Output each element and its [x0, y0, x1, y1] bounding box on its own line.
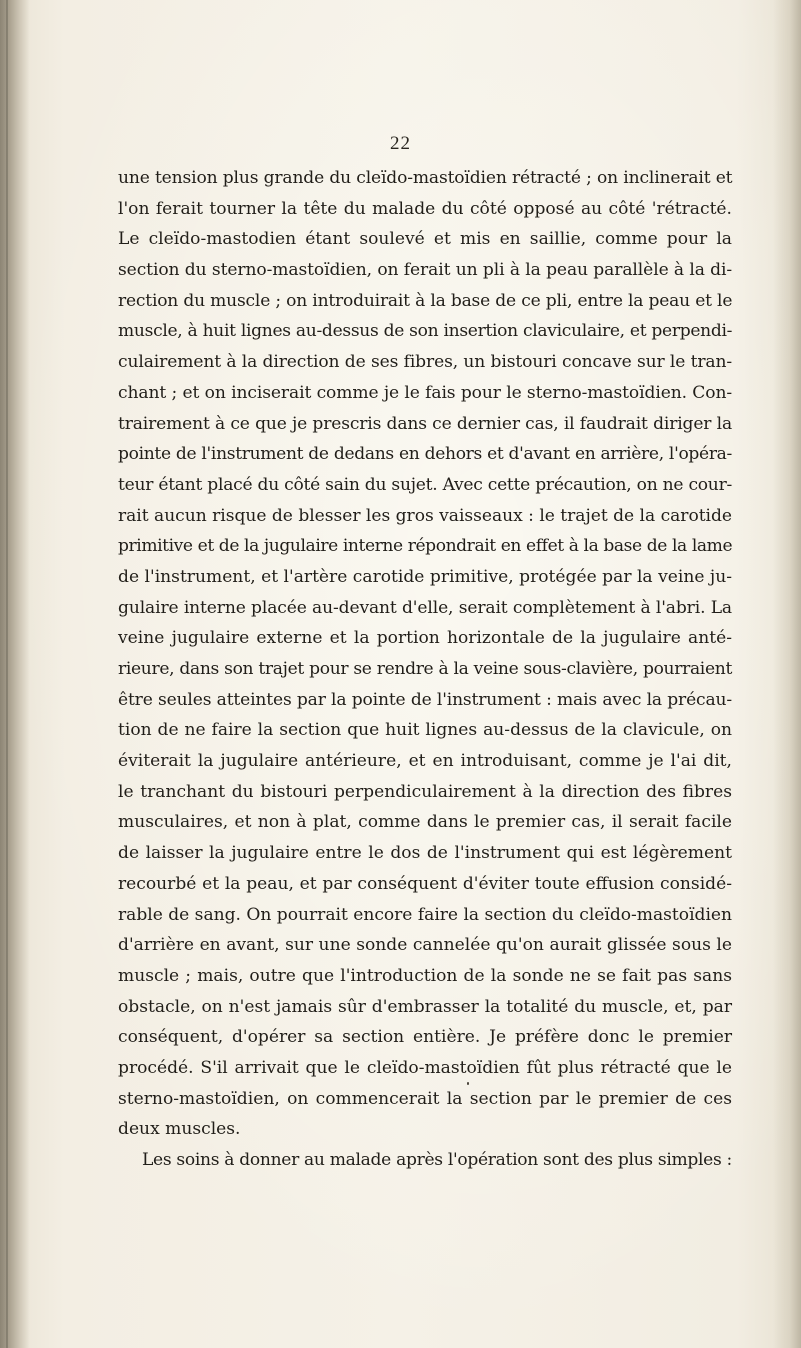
text-line: deux muscles. — [118, 1119, 241, 1140]
text-line: conséquent, d'opérer sa section entière. Je préfère donc le premier — [118, 1027, 732, 1048]
ink-speck — [467, 1082, 469, 1085]
text-line: teur étant placé du côté sain du sujet. Avec cette précaution, on ne cour- — [118, 474, 732, 495]
text-line: l'on ferait tourner la tête du malade du côté opposé au côté 'rétracté. — [118, 198, 732, 219]
page-edge — [773, 0, 801, 1348]
text-line: rieure, dans son trajet pour se rendre à la veine sous-clavière, pourraient — [118, 659, 732, 679]
text-line: éviterait la jugulaire antérieure, et en introduisant, comme je l'ai dit, — [118, 751, 732, 772]
text-line: d'arrière en avant, sur une sonde cannelée qu'on aurait glissée sous le — [118, 935, 732, 956]
text-line: musculaires, et non à plat, comme dans le premier cas, il serait facile — [118, 812, 732, 833]
text-line: muscle ; mais, outre que l'introduction de la sonde ne se fait pas sans — [118, 965, 732, 986]
text-line: être seules atteintes par la pointe de l'instrument : mais avec la précau- — [118, 689, 732, 710]
text-line: sterno-mastoïdien, on commencerait la section par le premier de ces — [118, 1088, 732, 1109]
text-line: une tension plus grande du cleïdo-mastoïdien rétracté ; on inclinerait et — [118, 168, 733, 188]
text-line: rable de sang. On pourrait encore faire la section du cleïdo-mastoïdien — [118, 904, 732, 925]
text-line: pointe de l'instrument de dedans en dehors et d'avant en arrière, l'opéra- — [118, 444, 732, 465]
text-line: le tranchant du bistouri perpendiculairement à la direction des fibres — [118, 781, 732, 802]
text-line: Le cleïdo-mastodien étant soulevé et mis en saillie, comme pour la — [118, 229, 732, 250]
text-line: section du sterno-mastoïdien, on ferait un pli à la peau parallèle à la di- — [118, 260, 733, 281]
text-line: obstacle, on n'est jamais sûr d'embrasser la totalité du muscle, et, par — [118, 996, 732, 1017]
text-line: chant ; et on inciserait comme je le fais pour le sterno-mastoïdien. Con- — [118, 382, 733, 403]
text-line: rection du muscle ; on introduirait à la base de ce pli, entre la peau et le — [118, 290, 733, 311]
text-line: de l'instrument, et l'artère carotide primitive, protégée par la veine ju- — [118, 566, 732, 587]
text-line: rait aucun risque de blesser les gros vaisseaux : le trajet de la carotide — [118, 505, 732, 526]
binding-gutter — [0, 0, 30, 1348]
text-line: recourbé et la peau, et par conséquent d'éviter toute effusion considé- — [118, 873, 732, 894]
text-line: Les soins à donner au malade après l'opération sont des plus simples : — [142, 1150, 732, 1170]
text-line: de laisser la jugulaire entre le dos de l'instrument qui est légèrement — [118, 843, 732, 864]
text-line: culairement à la direction de ses fibres, un bistouri concave sur le tran- — [118, 352, 733, 373]
text-line: gulaire interne placée au-devant d'elle, serait complètement à l'abri. La — [118, 597, 732, 618]
text-line: primitive et de la jugulaire interne répondrait en effet à la base de la lame — [118, 536, 733, 557]
text-line: tion de ne faire la section que huit lignes au-dessus de la clavicule, on — [118, 720, 732, 741]
page-number: 22 — [390, 133, 411, 154]
text-line: procédé. S'il arrivait que le cleïdo-mastoïdien fût plus rétracté que le — [118, 1057, 732, 1078]
text-line: veine jugulaire externe et la portion horizontale de la jugulaire anté- — [118, 628, 732, 649]
text-line: muscle, à huit lignes au-dessus de son insertion claviculaire, et perpendi- — [118, 321, 733, 342]
text-line: trairement à ce que je prescris dans ce dernier cas, il faudrait diriger la — [118, 413, 732, 434]
body-text — [118, 163, 732, 1176]
